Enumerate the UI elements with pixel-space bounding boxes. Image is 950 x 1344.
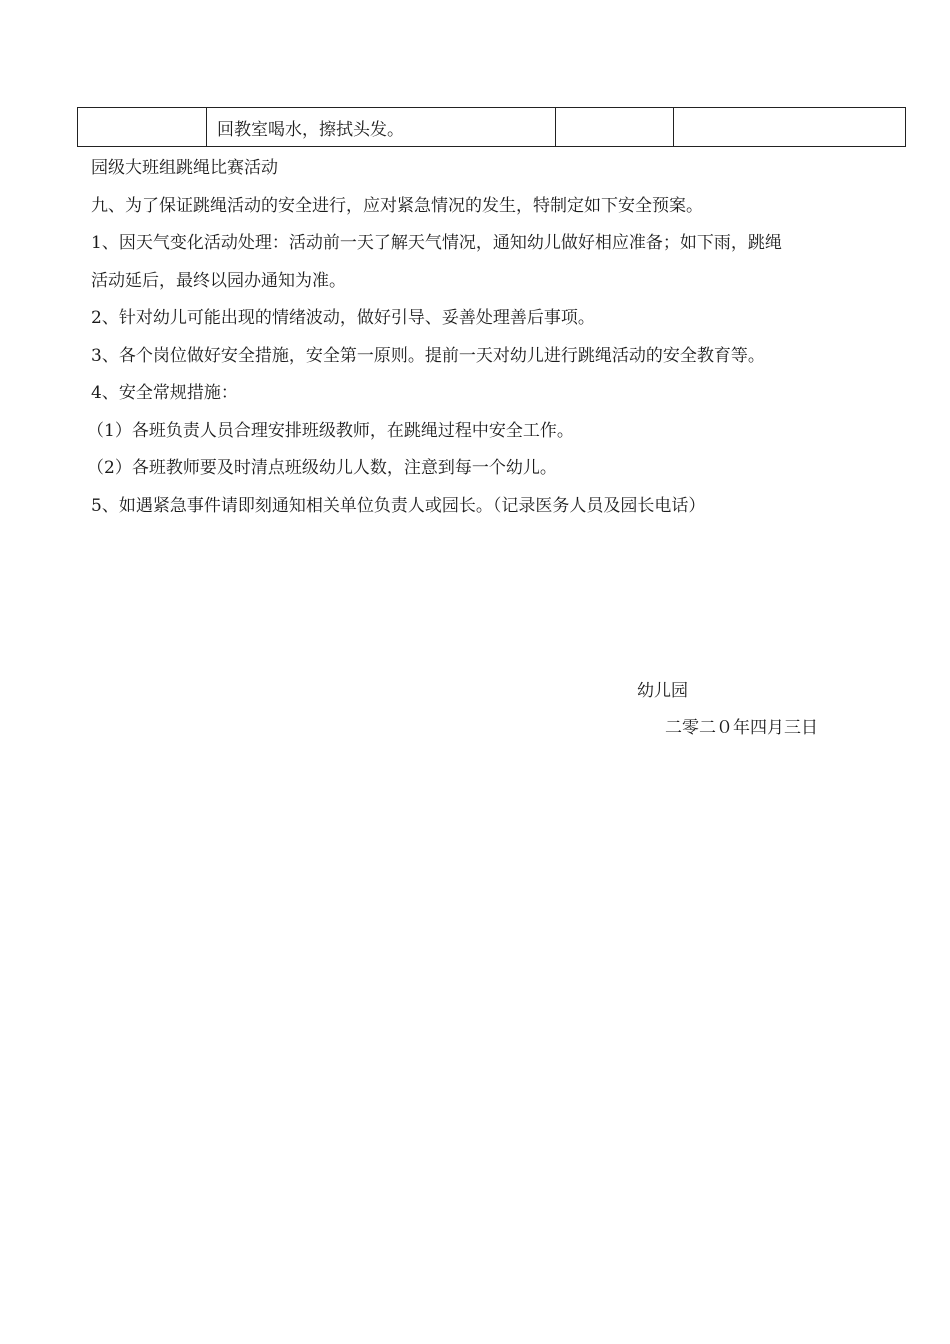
item-4: 4、安全常规措施： [91,383,238,403]
item-2: 2、针对幼儿可能出现的情绪波动，做好引导、妥善处理善后事项。 [91,308,595,328]
schedule-table [77,107,906,147]
item-5: 5、如遇紧急事件请即刻通知相关单位负责人或园长。（记录医务人员及园长电话） [91,495,706,516]
document-body [87,150,891,525]
item-1-line-2: 活动延后，最终以园办通知为准。 [91,270,346,291]
safety-plan-heading: 九、为了保证跳绳活动的安全进行，应对紧急情况的发生，特制定如下安全预案。 [91,195,703,216]
table-cell-time [78,108,207,147]
item-4-sub-2: （2）各班教师要及时清点班级幼儿人数，注意到每一个幼儿。 [87,458,557,478]
item-4-sub-1: （1）各班负责人员合理安排班级教师，在跳绳过程中安全工作。 [87,420,574,441]
signature-organization: 幼儿园 [637,681,688,701]
item-1-line-1: 1、因天气变化活动处理：活动前一天了解天气情况，通知幼儿做好相应准备；如下雨，跳绳 [91,233,782,253]
signature-date: 二零二０年四月三日 [665,718,818,738]
table-row [78,108,906,147]
schedule-table-fragment [77,107,905,147]
item-3: 3、各个岗位做好安全措施，安全第一原则。提前一天对幼儿进行跳绳活动的安全教育等。 [91,345,765,366]
table-cell-note [674,108,906,147]
section-title: 园级大班组跳绳比赛活动 [91,158,278,178]
table-cell-person [556,108,674,147]
table-cell-content: 回教室喝水，擦拭头发。 [207,108,556,147]
